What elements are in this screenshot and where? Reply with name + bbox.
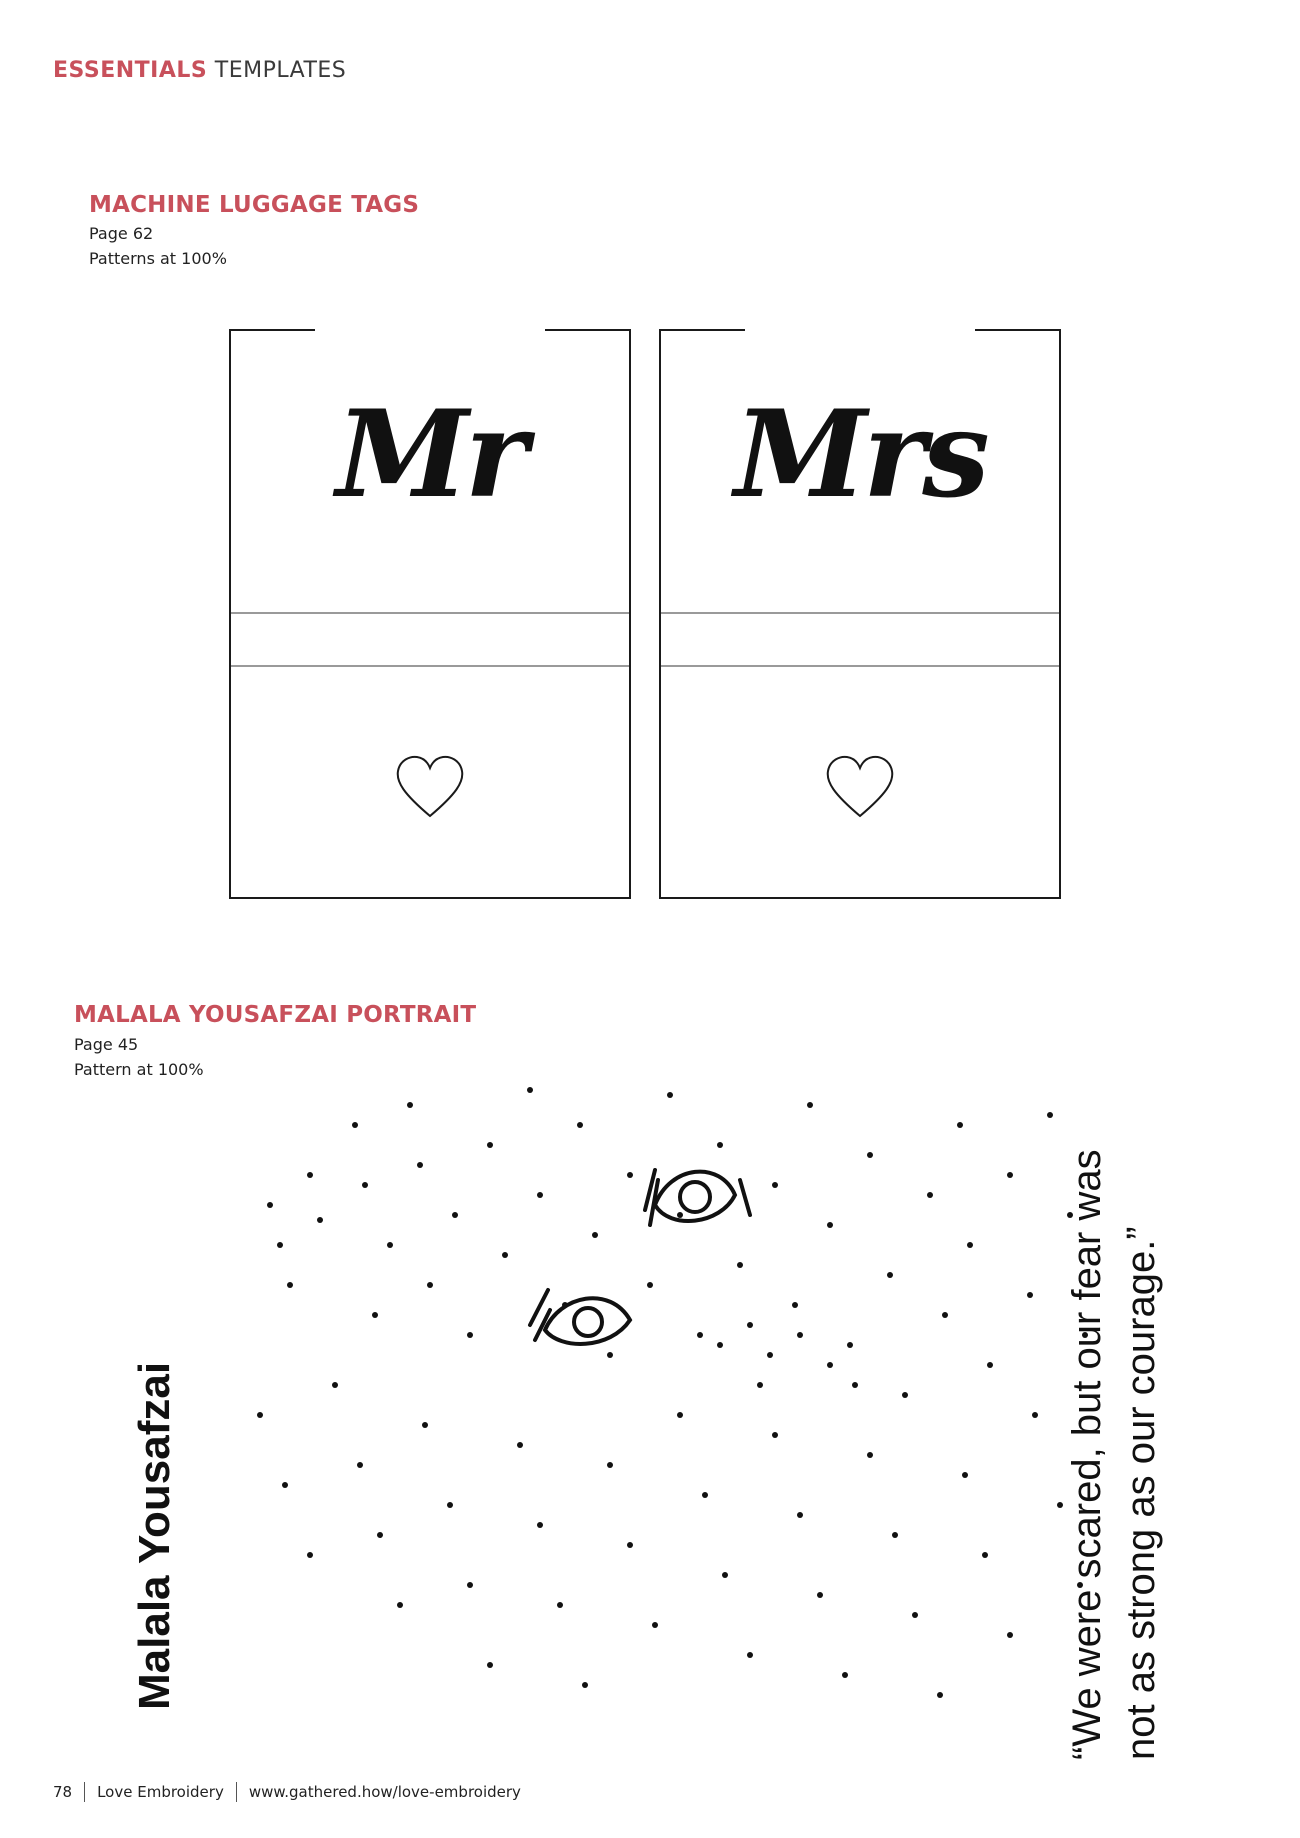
- quote-line-2: not as strong as our courage.”: [1119, 1226, 1163, 1760]
- dot-to-dot-pattern: [110, 1085, 1140, 1745]
- footer-magazine: Love Embroidery: [97, 1783, 224, 1801]
- header-rest: TEMPLATES: [214, 58, 347, 83]
- luggage-tag-mr: [229, 329, 631, 899]
- footer-divider: [236, 1782, 237, 1802]
- portrait-section-title: MALALA YOUSAFZAI PORTRAIT: [74, 1002, 477, 1028]
- footer-page-number: 78: [53, 1783, 73, 1801]
- portrait-name: Malala Yousafzai: [130, 1361, 179, 1710]
- footer-url[interactable]: www.gathered.how/love-embroidery: [248, 1783, 521, 1801]
- luggage-section-title: MACHINE LUGGAGE TAGS: [89, 192, 420, 218]
- header-accent: ESSENTIALS: [53, 58, 208, 83]
- heart-icon: [824, 754, 896, 820]
- portrait-quote: [1060, 1149, 1168, 1760]
- footer-divider: [84, 1782, 85, 1802]
- portrait-scale-note: Pattern at 100%: [74, 1060, 204, 1079]
- heart-icon: [394, 754, 466, 820]
- quote-line-1: “We were scared, but our fear was: [1065, 1149, 1109, 1760]
- page-footer: [53, 1782, 521, 1802]
- tag-script-mrs: Mrs: [734, 384, 986, 525]
- luggage-tag-mrs: [659, 329, 1061, 899]
- portrait-page-ref: Page 45: [74, 1035, 139, 1054]
- tag-script-mr: Mr: [335, 384, 525, 525]
- luggage-scale-note: Patterns at 100%: [89, 249, 227, 268]
- page-header: [53, 58, 346, 83]
- luggage-page-ref: Page 62: [89, 224, 154, 243]
